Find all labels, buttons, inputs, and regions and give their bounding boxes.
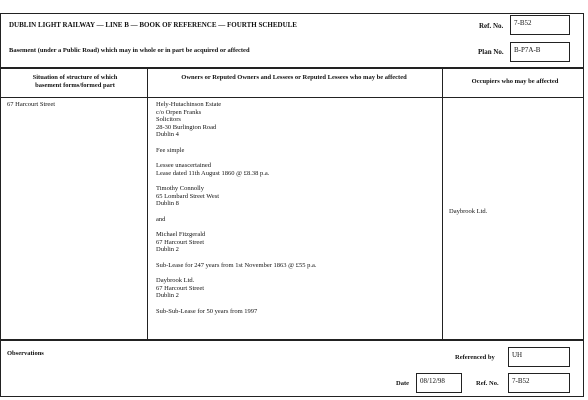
daybrook-line: 67 Harcourt Street <box>156 284 205 292</box>
sub-sub-lease-line: Sub-Sub-Lease for 50 years from 1997 <box>156 307 258 315</box>
occupier-cell: Daybrook Ltd. <box>449 208 488 215</box>
and-conjunction: and <box>156 215 166 223</box>
header-occupiers: Occupiers who may be affected <box>471 78 559 85</box>
footer-ref-no-label: Ref. No. <box>476 380 499 387</box>
table-header-divider <box>0 97 584 98</box>
owner-estate-line: Dublin 4 <box>156 131 179 138</box>
connolly-line: Timothy Connolly <box>156 185 204 192</box>
fitzgerald-line: Dublin 2 <box>156 246 179 253</box>
referenced-by-field: UH <box>508 347 570 367</box>
plan-no-label: Plan No. <box>478 48 504 56</box>
ref-no-field: 7-B52 <box>510 15 570 35</box>
sub-lease-line: Sub-Lease for 247 years from 1st November 1863 @ £55 p.a. <box>156 261 317 269</box>
owner-estate-line: 28-30 Burlington Road <box>156 123 217 131</box>
column-divider-2 <box>442 68 443 340</box>
daybrook-line: Daybrook Ltd. <box>156 277 195 284</box>
header-situation: Situation of structure of which basement forms/formed part <box>32 74 118 89</box>
connolly-line: Dublin 8 <box>156 200 179 207</box>
date-label: Date <box>396 380 409 387</box>
footer-frame <box>0 340 584 397</box>
owners-cell <box>156 101 436 315</box>
lessee-line: Lessee unascertained <box>156 162 212 169</box>
daybrook-line: Dublin 2 <box>156 292 179 299</box>
footer-ref-no-field: 7-B52 <box>508 373 570 393</box>
referenced-by-label: Referenced by <box>455 354 495 361</box>
fitzgerald-line: 67 Harcourt Street <box>156 238 205 246</box>
document-title: DUBLIN LIGHT RAILWAY — LINE B — BOOK OF REFERENCE — FOURTH SCHEDULE <box>9 21 297 29</box>
observations-label: Observations <box>7 350 44 357</box>
date-field: 08/12/98 <box>416 373 462 393</box>
plan-no-field: B-P7A-B <box>510 42 570 62</box>
connolly-line: 65 Lombard Street West <box>156 192 220 200</box>
header-owners: Owners or Reputed Owners and Lessees or Reputed Lessees who may be affected <box>181 74 407 81</box>
owner-estate-line: Hely-Hutachinson Estate <box>156 101 222 108</box>
owner-estate-line: c/o Orpen Franks <box>156 108 202 116</box>
owner-estate-line: Solicitors <box>156 116 181 123</box>
ref-no-label: Ref. No. <box>479 22 504 30</box>
document-subtitle: Basement (under a Public Road) which may in whole or in part be acquired or affected <box>9 47 250 54</box>
tenure-fee-simple: Fee simple <box>156 146 185 154</box>
situation-cell: 67 Harcourt Street <box>7 101 56 108</box>
column-divider-1 <box>147 68 148 340</box>
fitzgerald-line: Michael Fitzgerald <box>156 231 206 238</box>
lessee-line: Lease dated 11th August 1860 @ £8.38 p.a. <box>156 169 270 177</box>
